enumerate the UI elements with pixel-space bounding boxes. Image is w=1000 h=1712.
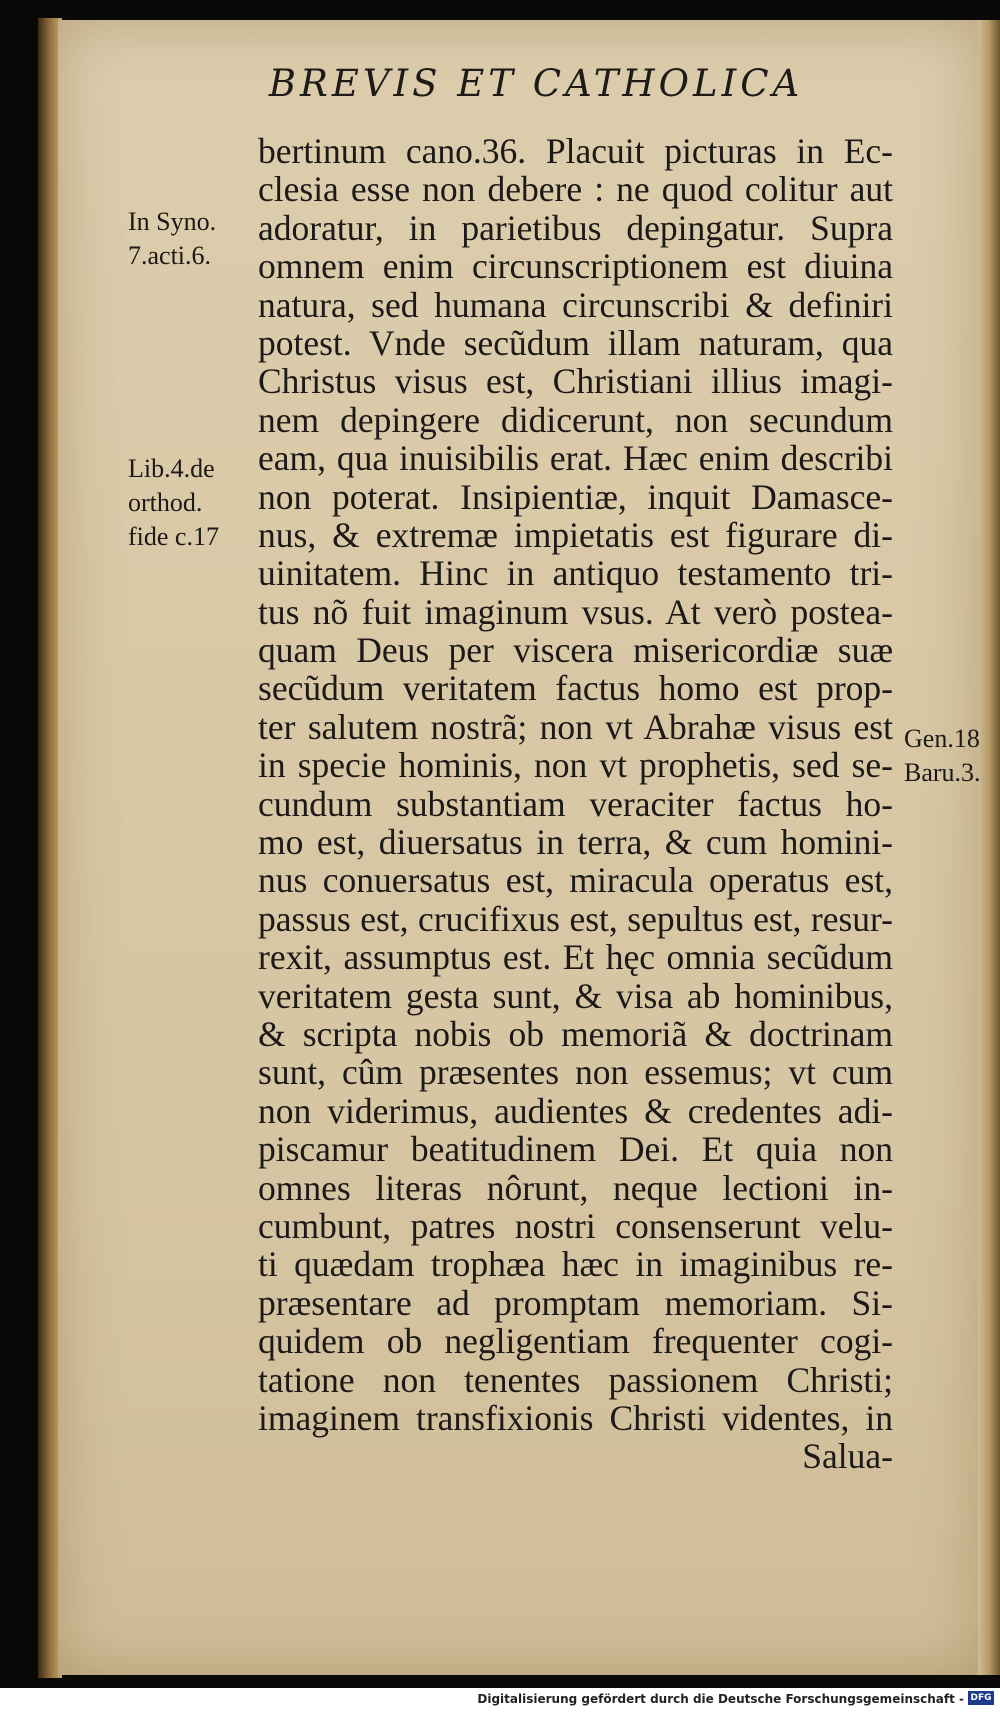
book-edge-right bbox=[978, 20, 1000, 1675]
text-line: nus, & extremæ impietatis est figurare di- bbox=[258, 514, 893, 555]
text-line: non poterat. Insipientiæ, inquit Damasce- bbox=[258, 476, 893, 517]
text-line: potest. Vnde secũdum illam naturam, qua bbox=[258, 322, 893, 363]
text-line: bertinum cano.36. Placuit picturas in Ec- bbox=[258, 131, 893, 171]
text-line: præsentare ad promptam memoriam. Si- bbox=[258, 1282, 893, 1323]
text-line: secũdum veritatem factus homo est prop- bbox=[258, 668, 893, 709]
running-header: BREVIS ET CATHOLICA bbox=[268, 62, 804, 105]
text-line: mo est, diuersatus in terra, & cum homini- bbox=[258, 822, 893, 863]
text-line: omnes literas nôrunt, neque lectioni in- bbox=[258, 1167, 893, 1208]
text-line: & scripta nobis ob memoriã & doctrinam bbox=[258, 1013, 893, 1054]
text-line: omnem enim circunscriptionem est diuina bbox=[258, 246, 893, 287]
text-line: clesia esse non debere : ne quod colitur aut bbox=[258, 169, 893, 210]
body-text bbox=[258, 132, 893, 1476]
text-line: cundum substantiam veraciter factus ho- bbox=[258, 783, 893, 824]
text-line: Christus visus est, Christiani illius imagi- bbox=[258, 361, 893, 402]
text-line: in specie hominis, non vt prophetis, sed se- bbox=[258, 745, 893, 786]
text-line: cumbunt, patres nostri consenserunt velu- bbox=[258, 1205, 893, 1246]
margin-note-genesis bbox=[904, 722, 981, 790]
text-line: natura, sed humana circunscribi & definiri bbox=[258, 284, 893, 325]
text-line: quam Deus per viscera misericordiæ suæ bbox=[258, 630, 893, 671]
catchword: Salua- bbox=[802, 1436, 893, 1477]
text-line: ti quædam trophæa hæc in imaginibus re- bbox=[258, 1244, 893, 1285]
text-line: tatione non tenentes passionem Christi; bbox=[258, 1359, 893, 1400]
text-line: nem depingere didicerunt, non secundum bbox=[258, 399, 893, 440]
dfg-logo-icon: DFG bbox=[968, 1691, 994, 1705]
text-line: rexit, assumptus est. Et hęc omnia secũdum bbox=[258, 937, 893, 978]
margin-note-line: Lib.4.de bbox=[128, 454, 215, 483]
text-line: quidem ob negligentiam frequenter cogi- bbox=[258, 1321, 893, 1362]
margin-note-line: fide c.17 bbox=[128, 522, 219, 551]
text-line: adoratur, in parietibus depingatur. Supra bbox=[258, 207, 893, 248]
text-line: nus conuersatus est, miracula operatus est, bbox=[258, 860, 893, 901]
text-line: passus est, crucifixus est, sepultus est, resur- bbox=[258, 898, 893, 939]
text-line: eam, qua inuisibilis erat. Hæc enim describi bbox=[258, 438, 893, 479]
text-line: veritatem gesta sunt, & visa ab hominibus, bbox=[258, 975, 893, 1016]
text-line: sunt, cûm præsentes non essemus; vt cum bbox=[258, 1052, 893, 1093]
margin-note-orthod bbox=[128, 452, 219, 554]
margin-note-line: orthod. bbox=[128, 488, 203, 517]
margin-note-line: In Syno. bbox=[128, 207, 217, 236]
text-line: uinitatem. Hinc in antiquo testamento tri- bbox=[258, 553, 893, 594]
margin-note-line: Gen.18 bbox=[904, 724, 980, 753]
margin-note-line: Baru.3. bbox=[904, 758, 981, 787]
margin-note-synod bbox=[128, 205, 216, 273]
margin-note-line: 7.acti.6. bbox=[128, 241, 212, 270]
digitization-credit: Digitalisierung gefördert durch die Deutsche Forschungsgemeinschaft - bbox=[477, 1692, 964, 1706]
text-line: imaginem transfixionis Christi videntes, in bbox=[258, 1397, 893, 1438]
text-line: tus nõ fuit imaginum vsus. At verò postea- bbox=[258, 591, 893, 632]
text-line: non viderimus, audientes & credentes adi- bbox=[258, 1090, 893, 1131]
text-line: piscamur beatitudinem Dei. Et quia non bbox=[258, 1129, 893, 1170]
text-line: ter salutem nostrã; non vt Abrahæ visus est bbox=[258, 706, 893, 747]
